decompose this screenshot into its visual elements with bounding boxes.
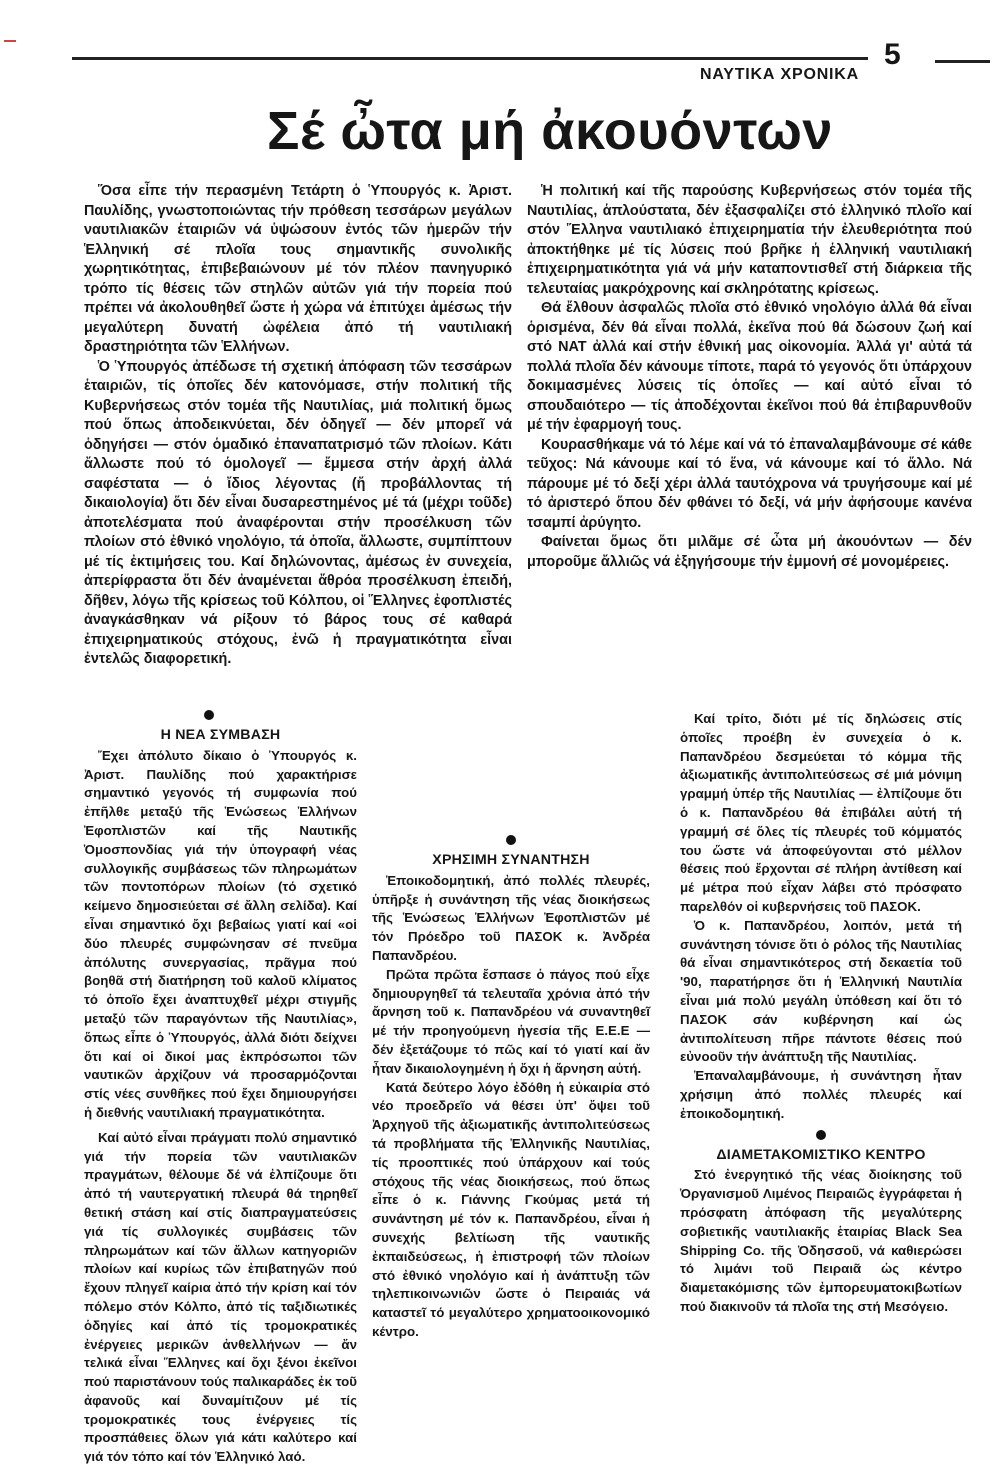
column-1: [84, 710, 357, 1467]
column-3: [680, 710, 962, 1317]
header-rule-right: [935, 60, 990, 63]
header-rule: [72, 57, 868, 60]
lead-paragraph: Ἡ πολιτική καί τῆς παρούσης Κυβερνήσεως στόν τομέα τῆς Ναυτιλίας, ἁπλούστατα, δέν ἐξασφαλίζει στό ἑλληνικό πλοῖο καί στόν Ἕλληνα ναυτιλιακό ἐπιχειρηματία τήν ἐλευθεριότητα πού ἀποκτήθηκε μέ τίς λύσεις πού βρῆκε ἡ ἑλληνική ναυτιλιακή ἐπιχειρηματικότητα γιά νά μήν καταποντισθεῖ στή διάρκεια τῆς τελευταίας μακρόχρονης καί σκληρότατης κρίσεως.: [527, 183, 972, 297]
article-paragraph: Πρῶτα πρῶτα ἔσπασε ὁ πάγος πού εἶχε δημιουργηθεῖ τά τελευταῖα χρόνια ἀπό τήν ἄρνηση τοῦ κ. Παπανδρέου νά συναντηθεῖ μέ τήν προηγούμενη ἡγεσία τῆς Ε.Ε.Ε — δέν ἐξετάζουμε τό πῶς καί τό γιατί καί ἄν ἦταν δικαιολογημένη ἡ ὄχι ἡ ἄρνηση αὐτή.: [372, 966, 650, 1076]
article-paragraph: Ἐποικοδομητική, ἀπό πολλές πλευρές, ὑπῆρξε ἡ συνάντηση τῆς νέας διοικήσεως τῆς Ἑνώσεως Ἑλλήνων Ἐφοπλιστῶν μέ τόν Πρόεδρο τοῦ ΠΑΣΟΚ κ. Ἀνδρέα Παπανδρέου.: [372, 872, 650, 963]
article-paragraph: Στό ἐνεργητικό τῆς νέας διοίκησης τοῦ Ὀργανισμοῦ Λιμένος Πειραιῶς ἐγγράφεται ἡ πρόσφατη ἀπόφαση τῆς μεγαλύτερης σοβιετικῆς ναυτιλιακῆς ἑταιρίας Black Sea Shipping Co. τῆς Ὀδησσοῦ, νά καθιερώσει τό λιμάνι τοῦ Πειραιᾶ ὡς κέντρο διαμετακόμισης τῶν ἐμπορευματοκιβωτίων πού διακινοῦν τά πλοῖα της στή Μεσόγειο.: [680, 1167, 962, 1314]
section-title: Η ΝΕΑ ΣΥΜΒΑΣΗ: [160, 727, 281, 743]
article-paragraph: Ὁ κ. Παπανδρέου, λοιπόν, μετά τή συνάντηση τόνισε ὅτι ὁ ρόλος τῆς Ναυτιλίας θά εἶναι σημαντικότερος στή δεκαετία τοῦ '90, παρατήρησε ὅτι ἡ Ἑλληνική Ναυτιλία εἶναι μιά πολύ μεγάλη ὑπόθεση καί ὅτι τό ΠΑΣΟΚ σάν κυβέρνηση καί ὡς ἀντιπολίτευση πῆρε πάντοτε θέσεις πού εὐνοοῦν τήν ἀνάπτυξη τῆς Ναυτιλίας.: [680, 917, 962, 1065]
lead-paragraph: Φαίνεται ὅμως ὅτι μιλᾶμε σέ ὦτα μή ἀκουόντων — δέν μποροῦμε ἄλλιῶς νά ἐξηγήσουμε τήν ἐμμονή σέ μονομέρειες.: [527, 534, 972, 570]
article-paragraph: Καί αὐτό εἶναι πράγματι πολύ σημαντικό γιά τήν πορεία τῶν ναυτιλιακῶν πραγμάτων, θέλουμε δέ νά ἐλπίζουμε ὅτι ἀπό τή ναυτεργατική πλευρά θά τηρηθεῖ θετική στάση καί στίς διαπραγματεύσεις γιά τίς συλλογικές συμβάσεις τῶν πληρωμάτων καί τῶν ἄλλων κατηγοριῶν πλοίων καί κυρίως τῶν ἐπιβατηγῶν πού ἔχουν πληγεῖ καίρια ἀπό τήν κρίση καί τόν πόλεμο στόν Κόλπο, ἀπό τίς ταξιδιωτικές ὁδηγίες καί ἀπό τίς τρομοκρατικές ἐνέργειες μερικῶν ἀνθελλήνων — ἄν τελικά εἶναι Ἕλληνες καί ὄχι ξένοι ἐκεῖνοι πού παριστάνουν τούς παλικαράδες ἐκ τοῦ ἀφανοῦς καί δυναμίτιζουν μέ τίς τρομοκρατικές τους ἐνέργειες τίς προσπάθειες ὅλων γιά κάτι καλύτερο καί γιά τόν τόπο καί τόν Ἑλληνικό λαό.: [84, 1129, 357, 1465]
lead-paragraph: Ὁ Ὑπουργός ἀπέδωσε τή σχετική ἀπόφαση τῶν τεσσάρων ἑταιριῶν, τίς ὁποῖες δέν κατονόμασε, στήν πολιτική τῆς Κυβερνήσεως στόν τομέα τῆς Ναυτιλίας, μιά πολιτική ὅμως πού ὅπως ἀποδεικνύεται, δέν ὁδηγεῖ — δέν μπορεῖ νά ὁδηγήσει — στόν ὁμαδικό ἐπαναπατρισμό τῶν πλοίων. Κάτι ἄλλωστε πού τό ὁμολογεῖ — ἔμμεσα στήν ἀρχή ἀλλά σαφέστατα — ὁ ἴδιος λέγοντας (ἤ προβάλλοντας τή δικαιολογία) ὅτι δέν εἶναι δυσαρεστημένος μέ τά (μέχρι τοῦδε) ἀποτελέσματα πού ἀναφέρονται στήν προσέλκυση τῶν πλοίων στό ἐθνικό νηολόγιο, τά ὁποῖα, ἄλλωστε, συμπίπτουν μέ τίς ἐκτιμήσεις του. Καί δηλώνοντας, ἀμέσως ἐν συνεχεία, ἀπερίφραστα ὅτι δέν ἀναμένεται ἄθρόα προσέλκυση ἐπειδή, δῆθεν, λόγω τῆς κρίσεως τοῦ Κόλπου, οἱ Ἕλληνες ἐφοπλιστές ἀναγκάσθηκαν νά ρίξουν τό βάρος τους σέ καθαρά ἐπιχειρηματικούς στόχους, ἐνῶ ἡ πραγματικότητα εἶναι ἐντελῶς διαφορετική.: [84, 358, 512, 667]
lead-paragraph: Ὅσα εἶπε τήν περασμένη Τετάρτη ὁ Ὑπουργός κ. Ἀριστ. Παυλίδης, γνωστοποιώντας τήν πρόθεση τεσσάρων μεγάλων ναυτιλιακῶν ἑταιριῶν νά ὑψώσουν ἐντός τῶν ἡμερῶν τήν Ἑλληνική σέ πλοῖα τους σημαντικῆς συνολικῆς χωρητικότητας, ἐπιβεβαιώνουν μέ τόν πλέον πανηγυρικό τρόπο τίς θέσεις τῶν στηλῶν αὐτῶν γιά τήν πορεία πού πρέπει νά ἀκολουθηθεῖ ὥστε ἡ χώρα νά ἐπιτύχει ἀμέσως τήν μεγαλύτερη δυνατή ὠφέλεια ἀπό τή ναυτιλιακή δραστηριότητα τῶν Ἑλλήνων.: [84, 183, 512, 355]
article-paragraph: Κατά δεύτερο λόγο ἐδόθη ἡ εὐκαιρία στό νέο προεδρεῖο νά θέσει ὑπ' ὄψει τοῦ Ἀρχηγοῦ τῆς ἀξιωματικῆς ἀντιπολιτεύσεως τά προβλήματα τῆς Ἑλληνικῆς Ναυτιλίας, τίς προοπτικές πού ὑπάρχουν καί τούς στόχους τῆς νέας διοικήσεως, πού ὅπως εἶπε ὁ κ. Γιάννης Γκούμας μετά τή συνάντηση μέ τόν κ. Παπανδρέου, εἶναι ἡ συνεχής βελτίωση τῆς ναυτικῆς ἐκπαιδεύσεως, ἡ ἐπιστροφή τῶν πλοίων στό ἐθνικό νηολόγιο καί ἡ ἀνάπτυξη τῶν τηλεπικοινωνιῶν ὥστε ὁ Πειραιάς νά καταστεῖ τό μεγαλύτερο χρηματοοικονομικό κέντρο.: [372, 1079, 650, 1339]
section-title: ΧΡΗΣΙΜΗ ΣΥΝΑΝΤΗΣΗ: [432, 852, 590, 868]
lead-paragraph: Κουρασθήκαμε νά τό λέμε καί νά τό ἐπαναλαμβάνουμε σέ κάθε τεῦχος: Νά κάνουμε καί τό ἕνα, νά κάνουμε καί τό ἄλλο. Νά πάρουμε μέ τό δεξί χέρι ἀλλά ταυτόχρονα νά τρυγήσουμε καί μέ τό ἀριστερό ὅπου δέν φθάνει τό δεξί, νά μήν ἀφήσουμε κανένα τσαμπί ἀρύγητο.: [527, 436, 972, 531]
lead-column-right: [527, 182, 972, 572]
lead-paragraph: Θά ἔλθουν ἀσφαλῶς πλοῖα στό ἐθνικό νηολόγιο ἀλλά θά εἶναι ὁρισμένα, δέν θά εἶναι πολλά, ἐκεῖνα πού θά δώσουν ζωή καί στό ΝΑΤ ἀλλά καί στήν ἐθνική μας οἰκονομία. Ἀλλά γι' αὐτά τά πολλά πλοῖα δέν κάνουμε τίποτε, παρά τό γεγονός ὅτι ὑπάρχουν δοκιμασμένες λύσεις τίς ὁποῖες — καί αὐτό εἶναι τό σπουδαιότερο — τίς ἀποδέχονται ἐκεῖνοι πού θά ἐπιβαρυνθοῦν μέ τήν ἐφαρμογή τους.: [527, 300, 972, 433]
section-bullet-icon: [816, 1130, 826, 1140]
page-number: 5: [884, 38, 901, 71]
margin-mark: [4, 40, 16, 42]
headline: Σέ ὦτα μή ἀκουόντων: [267, 101, 833, 161]
section-bullet-icon: [204, 710, 214, 720]
section-bullet-icon: [506, 835, 516, 845]
article-paragraph: Ἐπαναλαμβάνουμε, ἡ συνάντηση ἦταν χρήσιμη ἀπό πολλές πλευρές καί ἐποικοδομητική.: [680, 1068, 962, 1121]
article-paragraph: Καί τρίτο, διότι μέ τίς δηλώσεις στίς ὁποῖες προέβη ἐν συνεχεία ὁ κ. Παπανδρέου δεσμεύεται τό κόμμα τῆς ἀξιωματικῆς ἀντιπολιτεύσεως σέ μιά μόνιμη γραμμή ὑπέρ τῆς Ναυτιλίας — ἐλπίζουμε ὅτι ὁ κ. Παπανδρέου θά ἐπιβάλει αὐτή τή γραμμή σέ ὅλες τίς πλευρές τοῦ κόμματός του ὥστε νά ἀποφεύγονται στό μέλλον θέσεις πού ἔρχονται σέ πλήρη ἀντίθεση καί μέ μέτρα πού εἶχαν λάβει στό πρόσφατο παρελθόν οἱ κυβερνήσεις τοῦ ΠΑΣΟΚ.: [680, 711, 962, 914]
lead-column-left: [84, 182, 512, 670]
article-paragraph: Ἔχει ἀπόλυτο δίκαιο ὁ Ὑπουργός κ. Ἀριστ. Παυλίδης πού χαρακτήρισε σημαντικό γεγονός τή συμφωνία πού ἐπῆλθε μεταξύ τῆς Ἑνώσεως Ἑλλήνων Ἐφοπλιστῶν καί τῆς Ναυτικῆς Ὁμοσπονδίας γιά τήν ὑπογραφή νέας συλλογικῆς συμβάσεως τῶν πληρωμάτων τῶν ποντοπόρων πλοίων (τό σχετικό κείμενο δημοσιεύεται σέ ἄλλη σελίδα). Καί εἶναι σημαντικό ὄχι βεβαίως γιατί καί «οἱ δύο πλευρές συμφώνησαν σέ πνεῦμα ἀπόλυτης συνεργασίας, πρᾶγμα πού βοηθᾶ στή διατήρηση τοῦ καλοῦ κλίματος τό ὁποῖο ἔχει ἀναπτυχθεῖ μέχρι στιγμῆς μεταξύ τῶν παραγόντων τῆς Ναυτιλίας», ὅπως εἶπε ὁ Ὑπουργός, ἀλλά διότι δείχνει ὅτι καί οἱ δικοί μας ἐκπρόσωποι τῶν ναυτικῶν ἀρχίζουν νά προσαρμόζονται στίς νέες συνθῆκες πού ἔχει δημιουργήσει ἡ διεθνής ναυτιλιακή πραγματικότητα.: [84, 747, 357, 1120]
column-2: [372, 710, 650, 1342]
section-title: ΔΙΑΜΕΤΑΚΟΜΙΣΤΙΚΟ ΚΕΝΤΡΟ: [716, 1146, 926, 1163]
journal-name: ΝΑΥΤΙΚΑ ΧΡΟΝΙΚΑ: [700, 66, 859, 83]
